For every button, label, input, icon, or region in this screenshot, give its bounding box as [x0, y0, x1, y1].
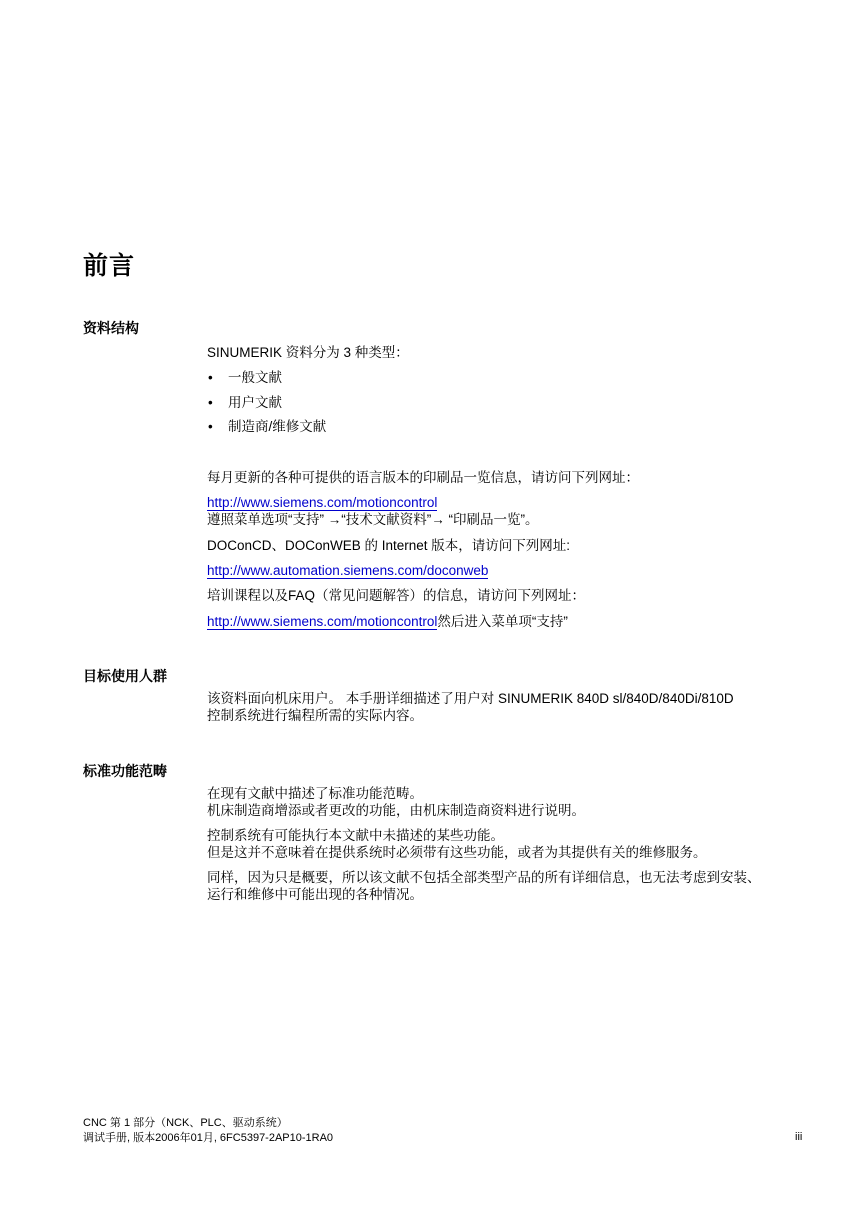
- support-link-block: [207, 613, 817, 630]
- doconcd-text: DOConCD、DOConWEB 的 Internet 版本，请访问下列网址:: [207, 538, 571, 553]
- footer-manual-line: 调试手册, 版本2006年01月, 6FC5397-2AP10-1RA0: [83, 1132, 334, 1144]
- list-item: • 用户文献: [208, 394, 282, 410]
- bullet-icon: •: [208, 370, 213, 385]
- footer-product-line: CNC 第 1 部分（NCK、PLC、驱动系统）: [83, 1117, 288, 1129]
- list-item: • 一般文献: [208, 370, 282, 385]
- training-text: 培训课程以及FAQ（常见问题解答）的信息，请访问下列网址：: [207, 588, 586, 603]
- motioncontrol-support-link[interactable]: http://www.siemens.com/motioncontrol: [207, 614, 438, 629]
- structure-intro: SINUMERIK 资料分为 3 种类型：: [207, 345, 409, 360]
- bullet-icon: •: [208, 419, 213, 434]
- page-number: iii: [795, 1131, 803, 1143]
- scope-paragraph-3: 同样，因为只是概要，所以该文献不包括全部类型产品的所有详细信息，也无法考虑到安装、 运行和维修中可能出现的各种情况。: [207, 870, 761, 902]
- section-heading-structure: 资料结构: [83, 320, 139, 336]
- doconweb-link[interactable]: http://www.automation.siemens.com/doconweb: [207, 563, 489, 578]
- motioncontrol-link-block: [207, 494, 817, 528]
- scope-paragraph-2: 控制系统有可能执行本文献中未描述的某些功能。 但是这并不意味着在提供系统时必须带有这些功能，或者为其提供有关的维修服务。: [207, 828, 707, 860]
- support-menu-text: 然后进入菜单项“支持”: [437, 614, 568, 629]
- motioncontrol-link[interactable]: http://www.siemens.com/motioncontrol: [207, 495, 438, 510]
- scope-paragraph-1: 在现有文献中描述了标准功能范畴。 机床制造商增添或者更改的功能，由机床制造商资料进行说明。: [207, 786, 585, 818]
- section-heading-audience: 目标使用人群: [83, 668, 167, 684]
- bullet-icon: •: [208, 394, 213, 410]
- page-title: 前言: [83, 252, 136, 280]
- monthly-info-text: 每月更新的各种可提供的语言版本的印刷品一览信息，请访问下列网址：: [207, 470, 639, 485]
- section-heading-scope: 标准功能范畴: [83, 763, 167, 779]
- audience-paragraph: 该资料面向机床用户。 本手册详细描述了用户对 SINUMERIK 840D sl/840D/840Di/810D 控制系统进行编程所需的实际内容。: [207, 691, 734, 723]
- doconweb-link-block: [207, 562, 817, 579]
- list-item: • 制造商/维修文献: [208, 419, 327, 434]
- menu-path-text: 遵照菜单选项“支持” →“技术文献资料”→ “印刷品一览”。: [207, 512, 539, 527]
- document-type-list: [207, 369, 326, 443]
